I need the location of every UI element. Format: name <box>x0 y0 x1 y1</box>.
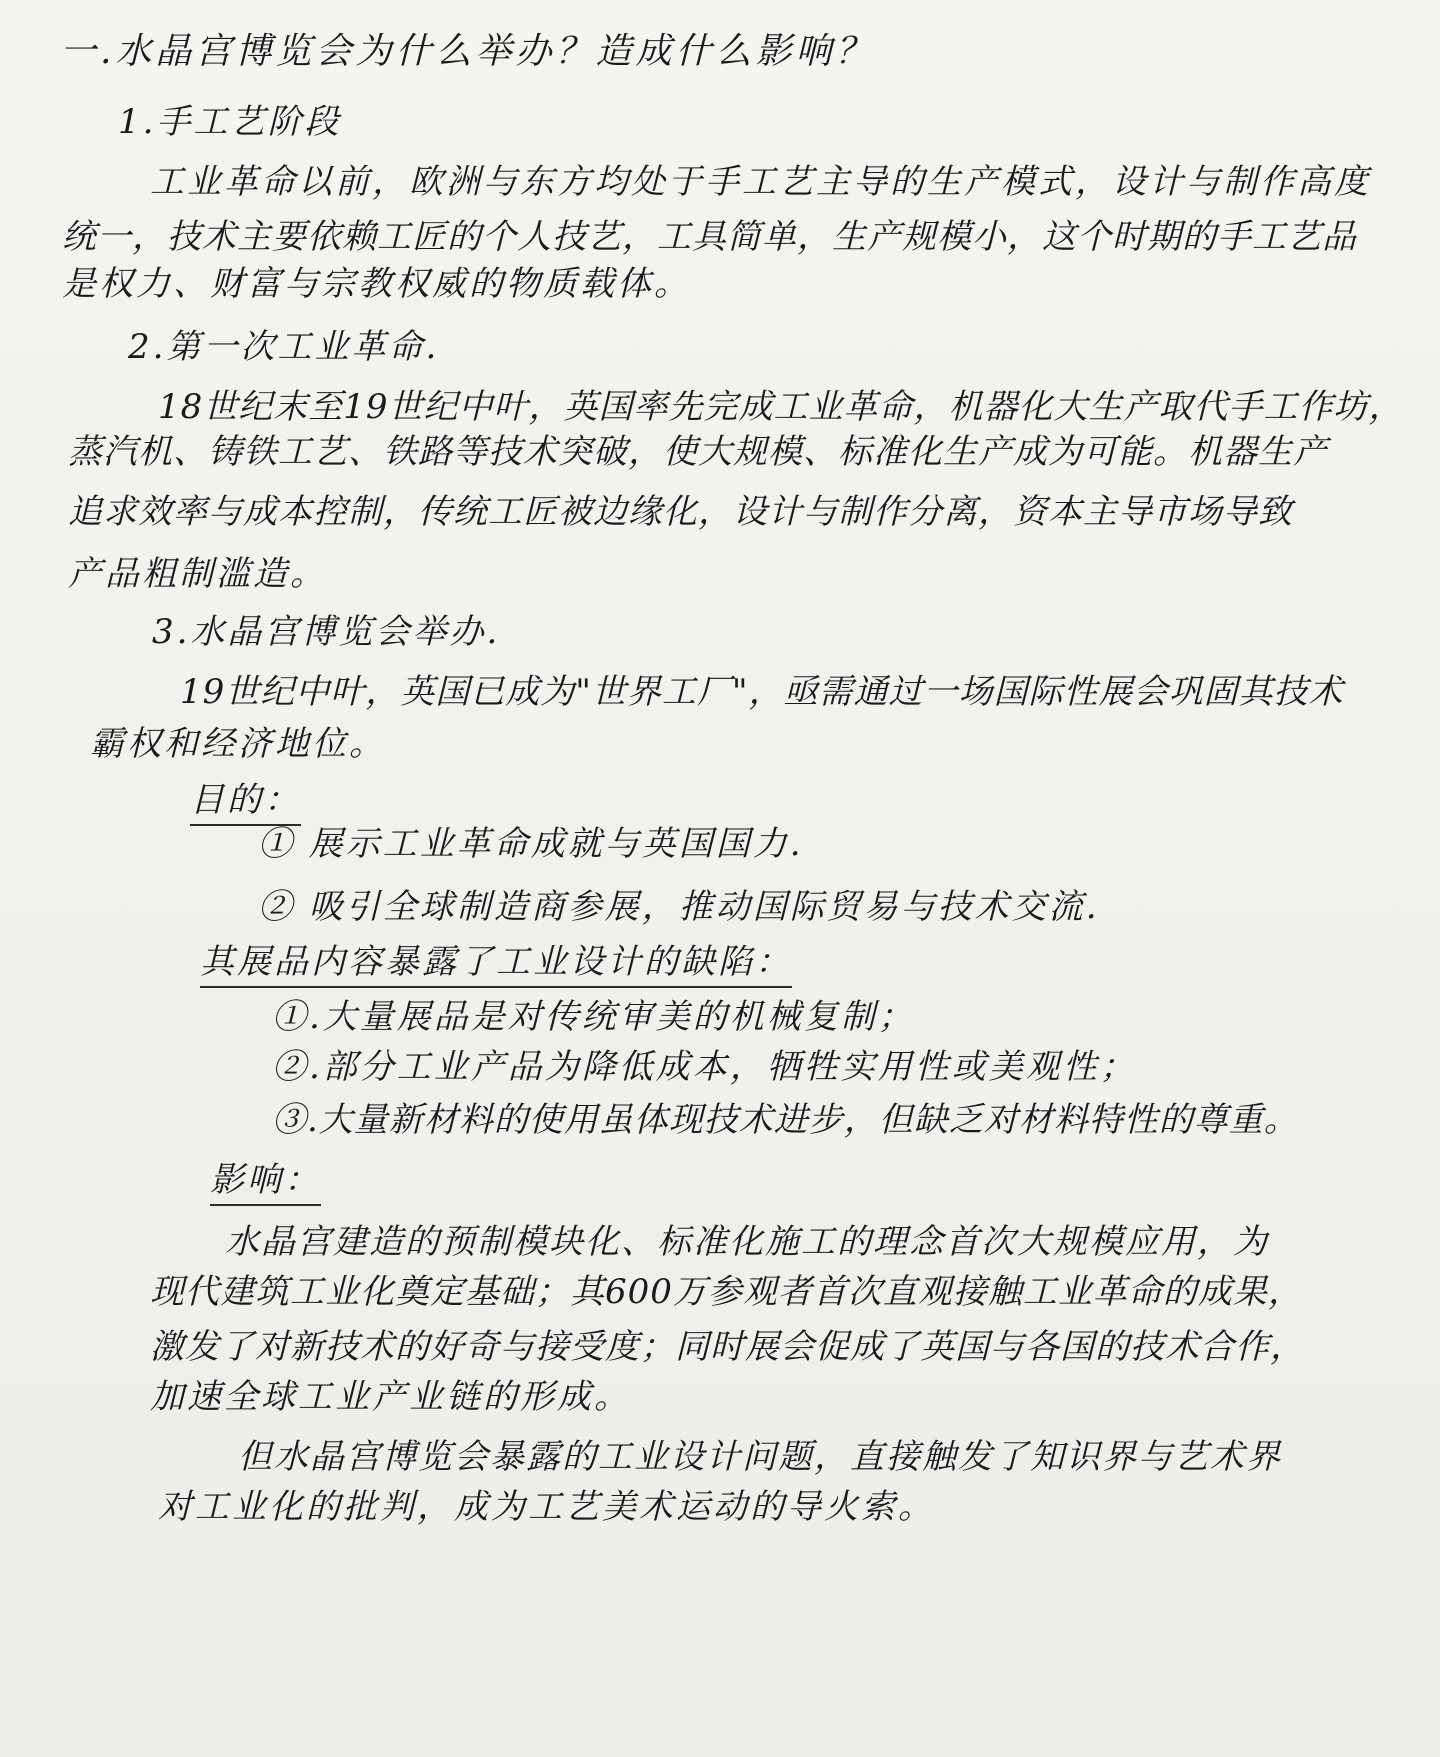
defect-item: ①.大量展品是对传统审美的机械复制； <box>272 997 915 1037</box>
defect-item: ③.大量新材料的使用虽体现技术进步，但缺乏对材料特性的尊重。 <box>272 1100 1299 1140</box>
paragraph-line: 是权力、财富与宗教权威的物质载体。 <box>62 264 691 304</box>
purpose-label: 目的： <box>190 778 301 826</box>
paragraph-line: 产品粗制滥造。 <box>68 554 327 594</box>
paragraph-line: 统一，技术主要依赖工匠的个人技艺，工具简单，生产规模小，这个时期的手工艺品 <box>62 217 1357 257</box>
defects-label: 其展品内容暴露了工业设计的缺陷： <box>200 940 792 988</box>
paragraph-line: 工业革命以前，欧洲与东方均处于手工艺主导的生产模式，设计与制作高度 <box>150 162 1371 202</box>
paragraph-line: 追求效率与成本控制，传统工匠被边缘化，设计与制作分离，资本主导市场导致 <box>68 492 1293 532</box>
purpose-item: ② 吸引全球制造商参展，推动国际贸易与技术交流. <box>258 887 1100 927</box>
section-heading-industrial-revolution: 2.第一次工业革命. <box>128 327 440 367</box>
paragraph-line: 加速全球工业产业链的形成。 <box>150 1377 631 1417</box>
paragraph-line: 对工业化的批判，成为工艺美术运动的导火索。 <box>158 1487 935 1527</box>
paragraph-line: 水晶宫建造的预制模块化、标准化施工的理念首次大规模应用，为 <box>225 1222 1269 1262</box>
impact-label: 影响： <box>210 1158 321 1206</box>
page-title: 一.水晶宫博览会为什么举办？造成什么影响？ <box>60 31 876 72</box>
paragraph-line: 但水晶宫博览会暴露的工业设计问题，直接触发了知识界与艺术界 <box>238 1437 1282 1477</box>
paragraph-line: 蒸汽机、铸铁工艺、铁路等技术突破，使大规模、标准化生产成为可能。机器生产 <box>68 432 1328 472</box>
paragraph-line: 18世纪末至19世纪中叶，英国率先完成工业革命，机器化大生产取代手工作坊， <box>158 387 1404 427</box>
paragraph-line: 霸权和经济地位。 <box>90 724 386 764</box>
paragraph-line: 现代建筑工业化奠定基础；其600万参观者首次直观接触工业革命的成果， <box>150 1272 1303 1312</box>
paragraph-line: 19世纪中叶，英国已成为"世界工厂"，亟需通过一场国际性展会巩固其技术 <box>180 672 1344 712</box>
section-heading-handicraft: 1.手工艺阶段 <box>118 102 342 142</box>
paragraph-line: 激发了对新技术的好奇与接受度；同时展会促成了英国与各国的技术合作， <box>150 1327 1305 1367</box>
defect-item: ②.部分工业产品为降低成本，牺牲实用性或美观性； <box>272 1047 1137 1087</box>
section-heading-crystal-palace: 3.水晶宫博览会举办. <box>152 612 501 652</box>
purpose-item: ① 展示工业革命成就与英国国力. <box>258 824 804 864</box>
